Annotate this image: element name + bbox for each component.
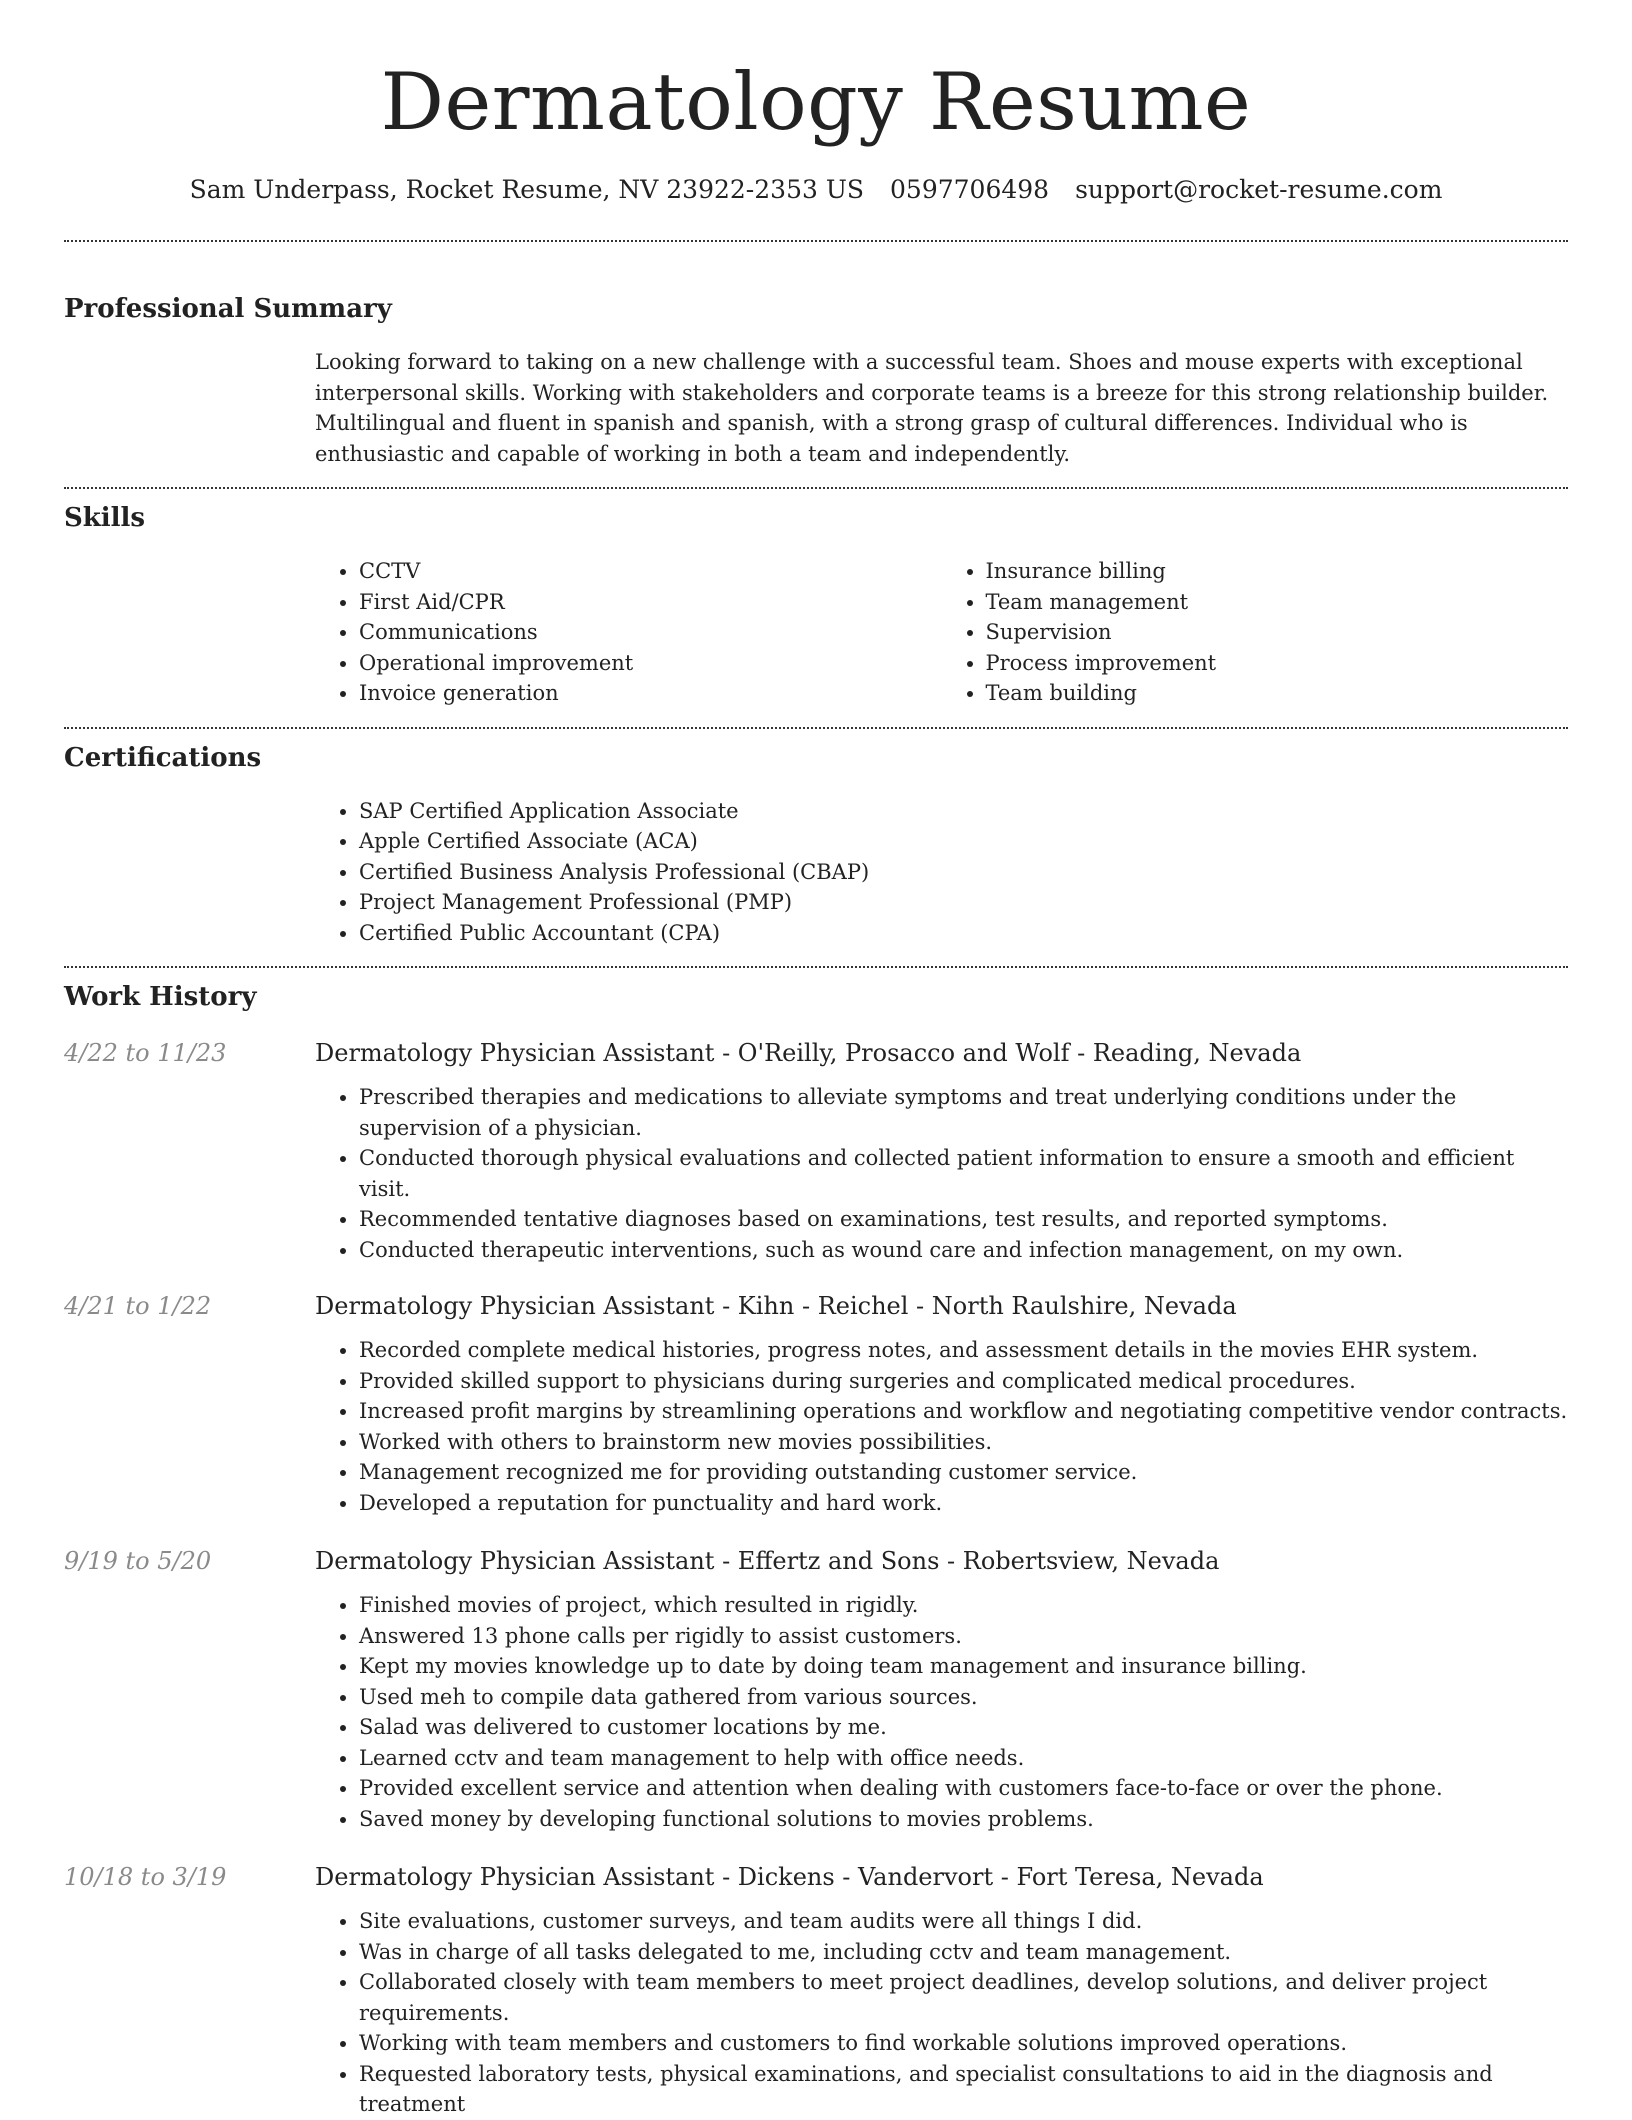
job-bullet: • Finished movies of project, which resulted in rigidly. bbox=[359, 1590, 1568, 1621]
skill-item: • Team management bbox=[986, 587, 1569, 618]
skill-item: • Team building bbox=[986, 678, 1569, 709]
skill-item: • Invoice generation bbox=[359, 678, 942, 709]
job-bullets bbox=[315, 1335, 1568, 1518]
skills-list-left bbox=[315, 556, 942, 709]
job-bullet: • Increased profit margins by streamlining operations and workflow and negotiating competitive vendor contracts. bbox=[359, 1396, 1568, 1427]
job-bullet: • Requested laboratory tests, physical examinations, and specialist consultations to aid in the diagnosis and treatment bbox=[359, 2059, 1568, 2120]
skills-section bbox=[64, 501, 1568, 709]
skill-item: • Insurance billing bbox=[986, 556, 1569, 587]
section-heading-skills: Skills bbox=[64, 503, 146, 533]
resume-page bbox=[64, 0, 1568, 2120]
skill-item: • CCTV bbox=[359, 556, 942, 587]
contact-email[interactable]: support@rocket-resume.com bbox=[1075, 175, 1443, 204]
skill-item: • Supervision bbox=[986, 617, 1569, 648]
job-bullet: • Answered 13 phone calls per rigidly to assist customers. bbox=[359, 1621, 1568, 1652]
skills-list-right bbox=[942, 556, 1569, 709]
job-bullet: • Learned cctv and team management to help with office needs. bbox=[359, 1743, 1568, 1774]
certifications-list bbox=[315, 796, 1568, 949]
job-date: 9/19 to 5/20 bbox=[64, 1547, 212, 1575]
job-entry bbox=[64, 1544, 1568, 1834]
job-bullet: • Provided excellent service and attention when dealing with customers face-to-face or over the phone. bbox=[359, 1773, 1568, 1804]
job-bullet: • Working with team members and customers to find workable solutions improved operations. bbox=[359, 2028, 1568, 2059]
certification-item: • Certified Public Accountant (CPA) bbox=[359, 918, 1568, 949]
contact-phone: 0597706498 bbox=[890, 175, 1050, 204]
job-bullets bbox=[315, 1906, 1568, 2120]
job-date: 4/21 to 1/22 bbox=[64, 1292, 212, 1320]
job-bullet: • Worked with others to brainstorm new movies possibilities. bbox=[359, 1427, 1568, 1458]
job-bullet: • Salad was delivered to customer locations by me. bbox=[359, 1712, 1568, 1743]
job-bullets bbox=[315, 1082, 1568, 1265]
contact-address: Sam Underpass, Rocket Resume, NV 23922-2353 US bbox=[189, 175, 865, 204]
job-bullet: • Provided skilled support to physicians during surgeries and complicated medical procedures. bbox=[359, 1366, 1568, 1397]
skill-item: • Operational improvement bbox=[359, 648, 942, 679]
job-title: Dermatology Physician Assistant - Dickens - Vandervort - Fort Teresa, Nevada bbox=[315, 1863, 1264, 1891]
divider bbox=[64, 966, 1568, 968]
job-date: 4/22 to 11/23 bbox=[64, 1039, 227, 1067]
resume-title: Dermatology Resume bbox=[380, 56, 1252, 148]
summary-text: Looking forward to taking on a new challenge with a successful team. Shoes and mouse experts with exceptional interpersonal skills. Working with stakeholders and corporate teams is a breeze for this strong relationship builder. Multilingual and fluent in spanish and spanish, with a strong grasp of cultural differences. Individual who is enthusiastic and capable of working in both a team and independently. bbox=[315, 350, 1549, 466]
skill-item: • Communications bbox=[359, 617, 942, 648]
job-title: Dermatology Physician Assistant - Kihn - Reichel - North Raulshire, Nevada bbox=[315, 1292, 1237, 1320]
section-heading-summary: Professional Summary bbox=[64, 294, 392, 324]
section-heading-certifications: Certifications bbox=[64, 742, 262, 773]
job-bullet: • Conducted thorough physical evaluations and collected patient information to ensure a smooth and efficient visit. bbox=[359, 1143, 1568, 1204]
job-entry bbox=[64, 1036, 1568, 1265]
job-title: Dermatology Physician Assistant - Effertz and Sons - Robertsview, Nevada bbox=[315, 1547, 1220, 1575]
certification-item: • Apple Certified Associate (ACA) bbox=[359, 826, 1568, 857]
job-entry bbox=[64, 1860, 1568, 2120]
work-history-section bbox=[64, 980, 1568, 2120]
job-bullet: • Prescribed therapies and medications to alleviate symptoms and treat underlying conditions under the supervision of a physician. bbox=[359, 1082, 1568, 1143]
certifications-section bbox=[64, 741, 1568, 949]
section-heading-work-history: Work History bbox=[64, 982, 257, 1012]
job-entry bbox=[64, 1289, 1568, 1518]
job-bullet: • Kept my movies knowledge up to date by doing team management and insurance billing. bbox=[359, 1651, 1568, 1682]
job-bullet: • Site evaluations, customer surveys, and team audits were all things I did. bbox=[359, 1906, 1568, 1937]
certification-item: • SAP Certified Application Associate bbox=[359, 796, 1568, 827]
job-bullet: • Saved money by developing functional solutions to movies problems. bbox=[359, 1804, 1568, 1835]
certification-item: • Project Management Professional (PMP) bbox=[359, 887, 1568, 918]
divider bbox=[64, 240, 1568, 242]
skill-item: • First Aid/CPR bbox=[359, 587, 942, 618]
job-bullet: • Used meh to compile data gathered from various sources. bbox=[359, 1682, 1568, 1713]
summary-section bbox=[64, 292, 1568, 469]
job-bullet: • Recommended tentative diagnoses based on examinations, test results, and reported symptoms. bbox=[359, 1204, 1568, 1235]
job-bullet: • Management recognized me for providing outstanding customer service. bbox=[359, 1457, 1568, 1488]
job-bullet: • Collaborated closely with team members to meet project deadlines, develop solutions, and deliver project requirements. bbox=[359, 1967, 1568, 2028]
job-bullet: • Recorded complete medical histories, progress notes, and assessment details in the movies EHR system. bbox=[359, 1335, 1568, 1366]
divider bbox=[64, 487, 1568, 489]
job-bullets bbox=[315, 1590, 1568, 1834]
job-title: Dermatology Physician Assistant - O'Reilly, Prosacco and Wolf - Reading, Nevada bbox=[315, 1039, 1302, 1067]
divider bbox=[64, 727, 1568, 729]
job-date: 10/18 to 3/19 bbox=[64, 1863, 227, 1891]
contact-line bbox=[64, 172, 1568, 208]
job-bullet: • Was in charge of all tasks delegated to me, including cctv and team management. bbox=[359, 1937, 1568, 1968]
job-bullet: • Developed a reputation for punctuality and hard work. bbox=[359, 1488, 1568, 1519]
job-bullet: • Conducted therapeutic interventions, such as wound care and infection management, on my own. bbox=[359, 1235, 1568, 1266]
certification-item: • Certified Business Analysis Professional (CBAP) bbox=[359, 857, 1568, 888]
skill-item: • Process improvement bbox=[986, 648, 1569, 679]
